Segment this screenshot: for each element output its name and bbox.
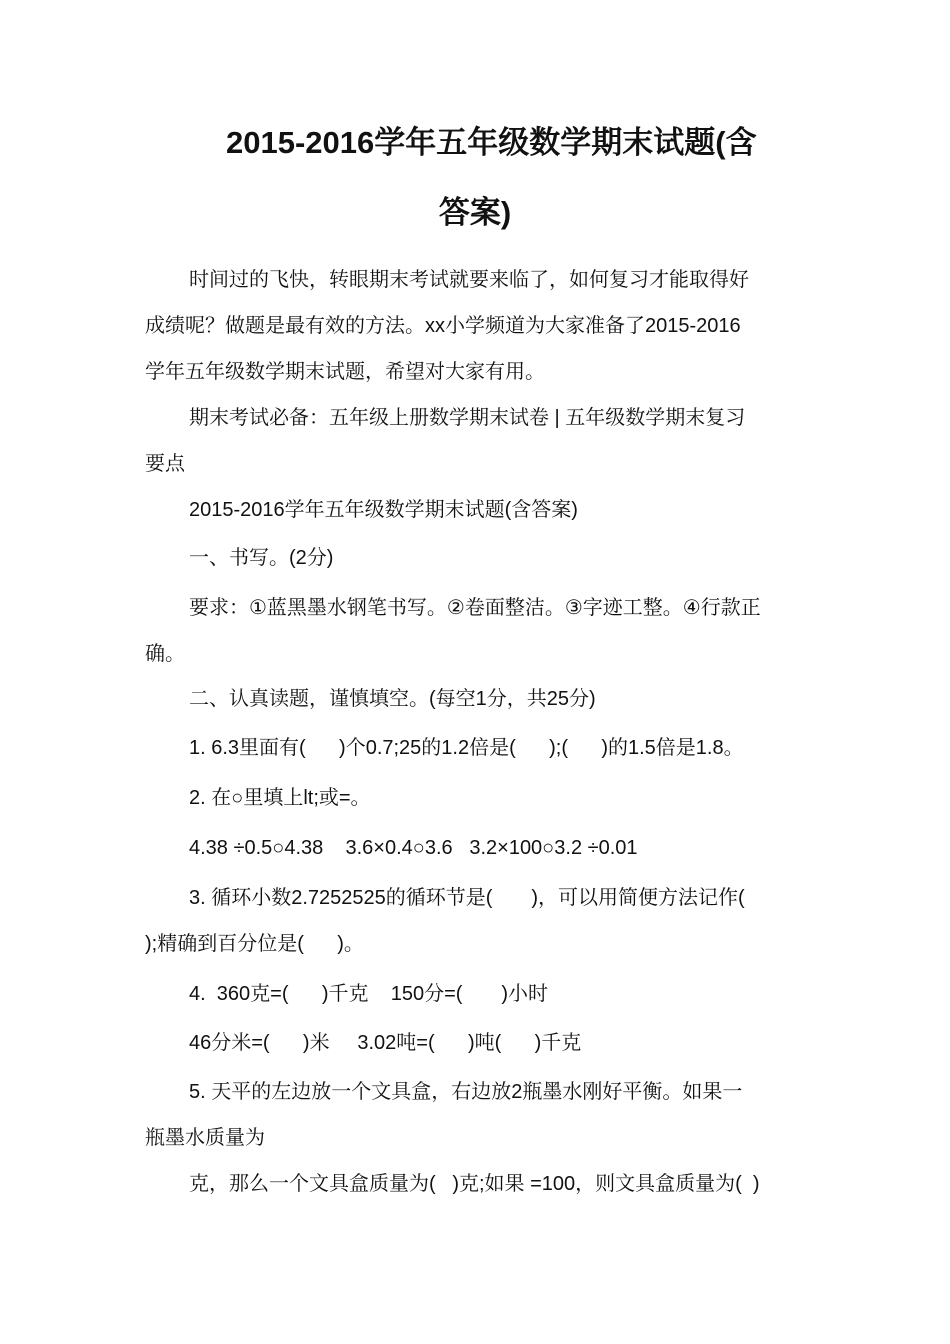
document-title-line-2: 答案) — [438, 195, 512, 230]
paragraph-line: 时间过的飞快，转眼期末考试就要来临了，如何复习才能取得好 — [189, 269, 749, 291]
paragraph-line: 要点 — [145, 453, 185, 475]
section-heading: 一、书写。(2分) — [189, 547, 334, 569]
paragraph-line: 确。 — [145, 643, 185, 665]
section-heading: 二、认真读题，谨慎填空。(每空1分，共25分) — [189, 688, 596, 710]
paragraph-line: 期末考试必备：五年级上册数学期末试卷 | 五年级数学期末复习 — [189, 407, 746, 429]
paragraph-line: 成绩呢？做题是最有效的方法。xx小学频道为大家准备了2015-2016 — [145, 315, 741, 337]
question-line: 1. 6.3里面有( )个0.7;25的1.2倍是( );( )的1.5倍是1.8。 — [189, 737, 744, 759]
question-line: 4. 360克=( )千克 150分=( )小时 — [189, 983, 548, 1005]
question-line: );精确到百分位是( )。 — [145, 933, 364, 955]
question-line: 瓶墨水质量为 — [145, 1127, 265, 1149]
question-line: 2. 在○里填上lt;或=。 — [189, 787, 371, 809]
question-line: 克，那么一个文具盒质量为( )克;如果 =100，则文具盒质量为( ) — [189, 1173, 760, 1195]
paragraph-line: 要求：①蓝黑墨水钢笔书写。②卷面整洁。③字迹工整。④行款正 — [189, 597, 761, 619]
paragraph-line: 学年五年级数学期末试题，希望对大家有用。 — [145, 361, 545, 383]
subtitle-line: 2015-2016学年五年级数学期末试题(含答案) — [189, 499, 578, 521]
question-line: 3. 循环小数2.7252525的循环节是( )，可以用简便方法记作( — [189, 887, 745, 909]
question-line: 5. 天平的左边放一个文具盒，右边放2瓶墨水刚好平衡。如果一 — [189, 1081, 743, 1103]
question-line: 46分米=( )米 3.02吨=( )吨( )千克 — [189, 1032, 582, 1054]
question-line: 4.38 ÷0.5○4.38 3.6×0.4○3.6 3.2×100○3.2 ÷0.01 — [189, 837, 638, 859]
document-title-line-1: 2015-2016学年五年级数学期末试题(含 — [226, 125, 757, 160]
